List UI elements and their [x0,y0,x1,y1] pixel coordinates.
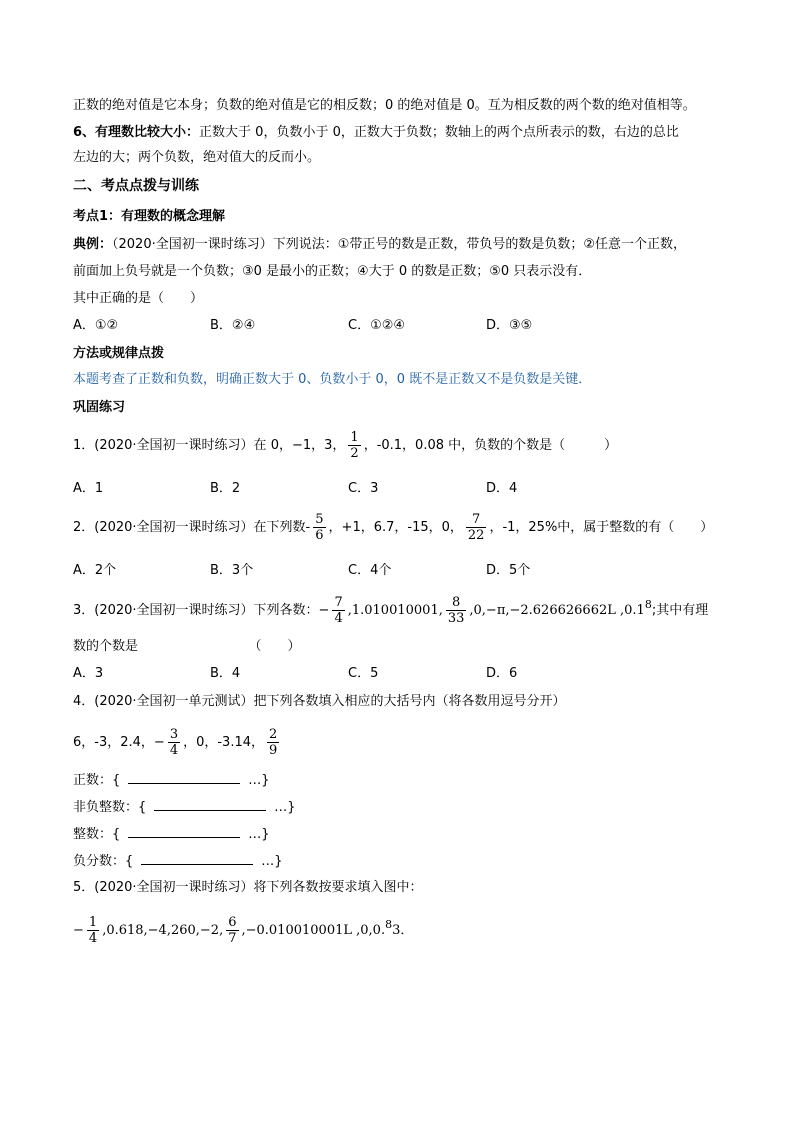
set-positive [73,770,270,791]
q2-text-a: 2．(2020·全国初一课时练习）在下列数- [73,520,311,535]
set-integer-end: …} [248,827,270,842]
q1-option-d: D．4 [486,481,518,496]
practice-heading: 巩固练习 [73,400,126,415]
set-neg-fraction-label: 负分数：{ [73,854,134,869]
q5-text-b: ,0.618,−4,260,−2, [102,923,224,938]
set-positive-end: …} [248,773,270,788]
q1-option-b: B．2 [210,481,241,496]
question-1 [73,430,617,461]
q3-text-d: ;其中有理 [651,603,709,618]
set-nonneg-int-blank[interactable] [154,797,266,811]
example-option-c: C．①②④ [348,318,406,333]
set-integer-blank[interactable] [128,824,240,838]
q4-frac2-num: 2 [269,727,278,742]
q5-frac2-den: 7 [228,931,237,946]
q4-nums-b: ，0，-3.14， [183,735,265,750]
q5-text-d: 3． [392,923,414,938]
example-option-d: D．③⑤ [486,318,533,333]
question-2 [73,512,713,543]
q4-fraction-1 [168,727,180,758]
kaodian-heading: 考点1：有理数的概念理解 [73,209,226,224]
compare-heading: 6、有理数比较大小： [73,125,200,140]
q2-option-b: B．3个 [210,563,254,578]
q5-frac1-den: 4 [88,931,98,946]
question-3-line-2: 数的个数是 （ ） [73,639,301,654]
q4-frac2-den: 9 [269,743,278,758]
q3-text-c: ,0,−π,−2.626626662L ,0.1 [469,603,645,618]
set-integer-label: 整数：{ [73,827,121,842]
question-5-title: 5．(2020·全国初一课时练习）将下列各数按要求填入图中： [73,880,423,895]
q1-fraction [348,430,360,461]
question-5-numbers [73,915,413,946]
set-nonneg-int-end: …} [274,800,296,815]
set-neg-fraction-blank[interactable] [141,851,253,865]
compare-text: 正数大于 0，负数小于 0，正数大于负数；数轴上的两个点所表示的数，右边的总比 [199,125,679,140]
q2-text-c: ，-1，25%中，属于整数的有（ ） [489,520,714,535]
q4-frac1-den: 4 [169,743,179,758]
q5-text-c: ,−0.010010001L ,0,0. [241,923,386,938]
q3-option-b: B．4 [210,666,241,681]
q4-nums-a: 6，-3，2.4，− [73,735,165,750]
method-heading: 方法或规律点拨 [73,346,165,361]
q4-frac1-num: 3 [169,727,179,742]
q3-text-a: 3．(2020·全国初一课时练习）下列各数：− [73,603,330,618]
q1-option-a: A．1 [73,481,104,496]
q3-frac2-den: 33 [447,611,465,626]
text-line-abs-value: 正数的绝对值是它本身；负数的绝对值是它的相反数；0 的绝对值是 0。互为相反数的两个数的绝对值相等。 [73,98,696,113]
question-3 [73,595,708,626]
method-text: 本题考查了正数和负数，明确正数大于 0、负数小于 0，0 既不是正数又不是负数是关键． [73,372,592,387]
example-option-a: A．①② [73,318,119,333]
q1-text-a: 1．(2020·全国初一课时练习）在 0，−1，3， [73,438,346,453]
q2-fraction-1 [313,512,325,543]
q5-frac1-num: 1 [88,915,98,930]
set-integer [73,824,270,845]
q3-text-b: ,1.010010001, [347,603,443,618]
set-nonneg-int [73,797,296,818]
q5-text-a: − [73,923,84,938]
set-positive-label: 正数：{ [73,773,121,788]
example-line-1 [73,235,686,255]
q2-frac1-num: 5 [315,512,324,527]
q5-fraction-1 [87,915,99,946]
example-label: 典例： [73,237,113,252]
q3-option-c: C．5 [348,666,379,681]
q3-option-a: A．3 [73,666,104,681]
q1-text-b: ，-0.1，0.08 中，负数的个数是（ ） [363,438,618,453]
q2-option-c: C．4个 [348,563,392,578]
example-line-2: 前面加上负号就是一个负数；③0 是最小的正数；④大于 0 的数是正数；⑤0 只表示没有． [73,264,592,279]
example-text: （2020·全国初一课时练习）下列说法：①带正号的数是正数，带负号的数是负数；②任意一个正数， [112,237,687,252]
question-4-title: 4．(2020·全国初一单元测试）把下列各数填入相应的大括号内（将各数用逗号分开） [73,694,566,709]
set-neg-fraction [73,851,283,872]
q5-repeat-digit: 8 [385,918,393,931]
q4-fraction-2 [267,727,279,758]
q2-frac2-den: 22 [467,528,485,543]
q3-fraction-2 [446,595,467,626]
set-positive-blank[interactable] [128,770,240,784]
q2-frac1-den: 6 [315,528,324,543]
q3-option-d: D．6 [486,666,518,681]
q2-frac2-num: 7 [466,512,487,528]
q5-frac2-num: 6 [228,915,237,930]
set-nonneg-int-label: 非负整数：{ [73,800,147,815]
q2-option-d: D．5个 [486,563,531,578]
q1-frac-den: 2 [350,446,359,461]
section-heading: 二、考点点拨与训练 [73,178,199,194]
q1-frac-num: 1 [350,430,359,445]
q3-repeat-digit: 8 [644,598,652,611]
set-neg-fraction-end: …} [261,854,283,869]
q3-frac2-num: 8 [446,595,467,611]
q2-fraction-2 [466,512,487,543]
q3-frac1-num: 7 [334,595,343,610]
q3-fraction-1 [332,595,344,626]
q1-option-c: C．3 [348,481,379,496]
text-line-compare-cont: 左边的大；两个负数，绝对值大的反而小。 [73,150,321,165]
example-option-b: B．②④ [210,318,256,333]
text-line-compare [73,123,679,143]
question-4-numbers [73,727,282,758]
q3-frac1-den: 4 [334,611,343,626]
example-question: 其中正确的是（ ） [73,291,204,306]
q2-text-b: ，+1，6.7，-15，0， [328,520,463,535]
q2-option-a: A．2个 [73,563,117,578]
q5-fraction-2 [226,915,238,946]
